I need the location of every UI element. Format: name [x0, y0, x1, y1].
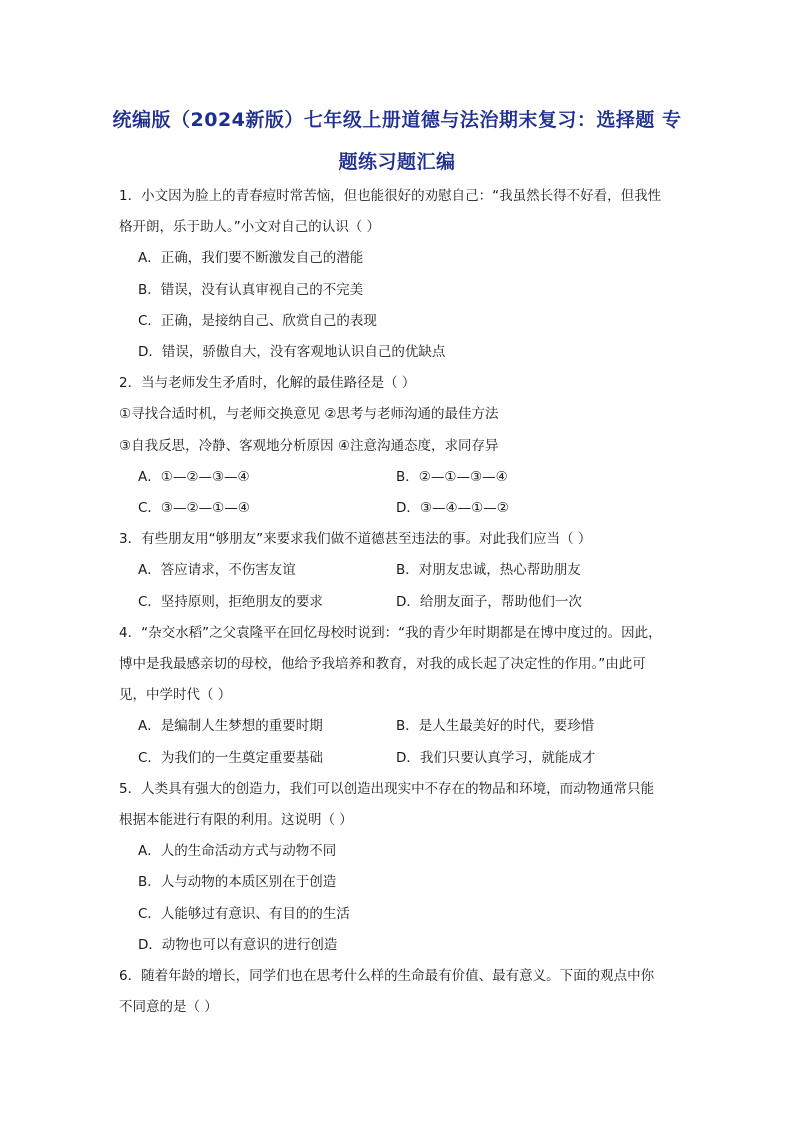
q4-option-b: B．是人生最美好的时代，要珍惜	[396, 718, 595, 734]
q4-stem-line-2: 博中是我最感亲切的母校，他给予我培养和教育，对我的成长起了决定性的作用。”由此可	[119, 656, 646, 672]
q3-option-d: D．给朋友面子，帮助他们一次	[396, 594, 582, 610]
q1-option-c: C．正确，是接纳自己、欣赏自己的表现	[138, 313, 377, 329]
document-title-line-2: 题练习题汇编	[338, 151, 456, 173]
q5-option-d: D．动物也可以有意识的进行创造	[138, 937, 338, 953]
document-title-line-1: 统编版（2024新版）七年级上册道德与法治期末复习：选择题 专	[112, 109, 682, 131]
q2-option-a: A．①—②—③—④	[138, 469, 250, 485]
q1-stem-line-1: 1．小文因为脸上的青春痘时常苦恼，但也能很好的劝慰自己：“我虽然长得不好看，但我性	[119, 188, 662, 204]
q4-option-a: A．是编制人生梦想的重要时期	[138, 718, 323, 734]
q4-stem-line-1: 4．“杂交水稻”之父袁隆平在回忆母校时说到：“我的青少年时期都是在博中度过的。因此，	[119, 625, 662, 641]
q6-stem-line-2: 不同意的是（ ）	[119, 999, 218, 1015]
q5-option-a: A．人的生命活动方式与动物不同	[138, 843, 337, 859]
q2-stem: 2．当与老师发生矛盾时，化解的最佳路径是（ ）	[119, 375, 416, 391]
q4-option-c: C．为我们的一生奠定重要基础	[138, 750, 323, 766]
q4-stem-line-3: 见，中学时代（ ）	[119, 687, 232, 703]
q4-option-d: D．我们只要认真学习，就能成才	[396, 750, 596, 766]
q5-option-c: C．人能够过有意识、有目的的生活	[138, 906, 350, 922]
q3-stem: 3．有些朋友用“够朋友”来要求我们做不道德甚至违法的事。对此我们应当（ ）	[119, 531, 592, 547]
q5-stem-line-2: 根据本能进行有限的利用。这说明（ ）	[119, 812, 353, 828]
q2-option-d: D．③—④—①—②	[396, 500, 509, 516]
q3-option-a: A．答应请求，不伤害友谊	[138, 562, 296, 578]
q1-option-a: A．正确，我们要不断激发自己的潜能	[138, 250, 364, 266]
q2-option-c: C．③—②—①—④	[138, 500, 250, 516]
q5-stem-line-1: 5．人类具有强大的创造力，我们可以创造出现实中不存在的物品和环境，而动物通常只能	[119, 781, 655, 797]
q2-items-line-2: ③自我反思，冷静、客观地分析原因 ④注意沟通态度，求同存异	[119, 438, 499, 454]
q6-stem-line-1: 6．随着年龄的增长，同学们也在思考什么样的生命最有价值、最有意义。下面的观点中你	[119, 968, 655, 984]
q1-stem-line-2: 格开朗，乐于助人。”小文对自己的认识（ ）	[119, 219, 381, 235]
q2-option-b: B．②—①—③—④	[396, 469, 508, 485]
q3-option-b: B．对朋友忠诚，热心帮助朋友	[396, 562, 581, 578]
q3-option-c: C．坚持原则，拒绝朋友的要求	[138, 594, 323, 610]
q1-option-b: B．错误，没有认真审视自己的不完美	[138, 282, 364, 298]
q1-option-d: D．错误，骄傲自大，没有客观地认识自己的优缺点	[138, 344, 446, 360]
q5-option-b: B．人与动物的本质区别在于创造	[138, 874, 337, 890]
q2-items-line-1: ①寻找合适时机，与老师交换意见 ②思考与老师沟通的最佳方法	[119, 406, 499, 422]
